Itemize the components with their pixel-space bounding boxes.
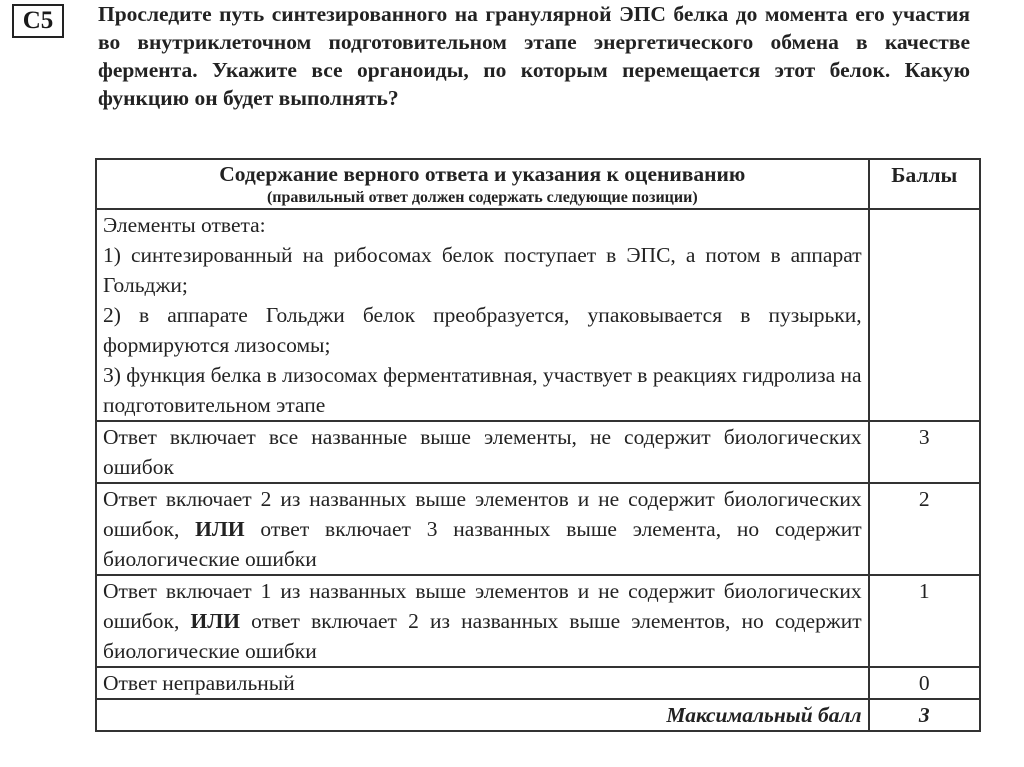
header-title: Содержание верного ответа и указания к оцениванию	[219, 162, 746, 186]
criteria-row-3	[96, 421, 980, 483]
criteria-text-part-a: Ответ включает 1 из названных выше элементов и не содержит биологических ошибок,	[103, 579, 862, 633]
criteria-text: Ответ неправильный	[96, 667, 869, 699]
answer-element-2: 2) в аппарате Гольджи белок преобразуется, упаковывается в пузырьки, формируются лизосомы;	[103, 303, 862, 357]
table-header-row	[96, 159, 980, 209]
answer-elements-cell	[96, 209, 869, 421]
header-content-cell	[96, 159, 869, 209]
criteria-score: 0	[869, 667, 980, 699]
header-score-cell: Баллы	[869, 159, 980, 209]
criteria-or-keyword: ИЛИ	[190, 609, 240, 633]
grading-table	[95, 158, 981, 732]
task-question: Проследите путь синтезированного на гранулярной ЭПС белка до момента его участия во внутриклеточном подготовительном этапе энергетического обмена в качестве фермента. Укажите все органоиды, по которым перемещается этот белок. Какую функцию он будет выполнять?	[98, 2, 970, 110]
answer-elements-score-cell	[869, 209, 980, 421]
max-score-value: 3	[869, 699, 980, 731]
max-score-row	[96, 699, 980, 731]
criteria-row-1	[96, 575, 980, 667]
criteria-text	[96, 483, 869, 575]
criteria-text-part-b: ответ включает 2 из названных выше элементов, но содержит биологические ошибки	[103, 609, 862, 663]
criteria-text-part-a: Ответ включает 2 из названных выше элементов и не содержит биологических ошибок,	[103, 487, 862, 541]
criteria-row-0	[96, 667, 980, 699]
elements-heading: Элементы ответа:	[103, 213, 266, 237]
criteria-row-2	[96, 483, 980, 575]
criteria-or-keyword: ИЛИ	[195, 517, 245, 541]
criteria-text-part-b: ответ включает 3 названных выше элемента, но содержит биологические ошибки	[103, 517, 862, 571]
max-score-label: Максимальный балл	[96, 699, 869, 731]
answer-element-3: 3) функция белка в лизосомах ферментативная, участвует в реакциях гидролиза на подготовительном этапе	[103, 363, 862, 417]
criteria-text	[96, 575, 869, 667]
answer-elements-row	[96, 209, 980, 421]
criteria-text: Ответ включает все названные выше элементы, не содержит биологических ошибок	[96, 421, 869, 483]
header-subtitle: (правильный ответ должен содержать следующие позиции)	[266, 189, 698, 206]
answer-element-1: 1) синтезированный на рибосомах белок поступает в ЭПС, а потом в аппарат Гольджи;	[103, 243, 862, 297]
criteria-score: 2	[869, 483, 980, 575]
criteria-score: 1	[869, 575, 980, 667]
task-number-label: С5	[12, 4, 64, 38]
criteria-score: 3	[869, 421, 980, 483]
